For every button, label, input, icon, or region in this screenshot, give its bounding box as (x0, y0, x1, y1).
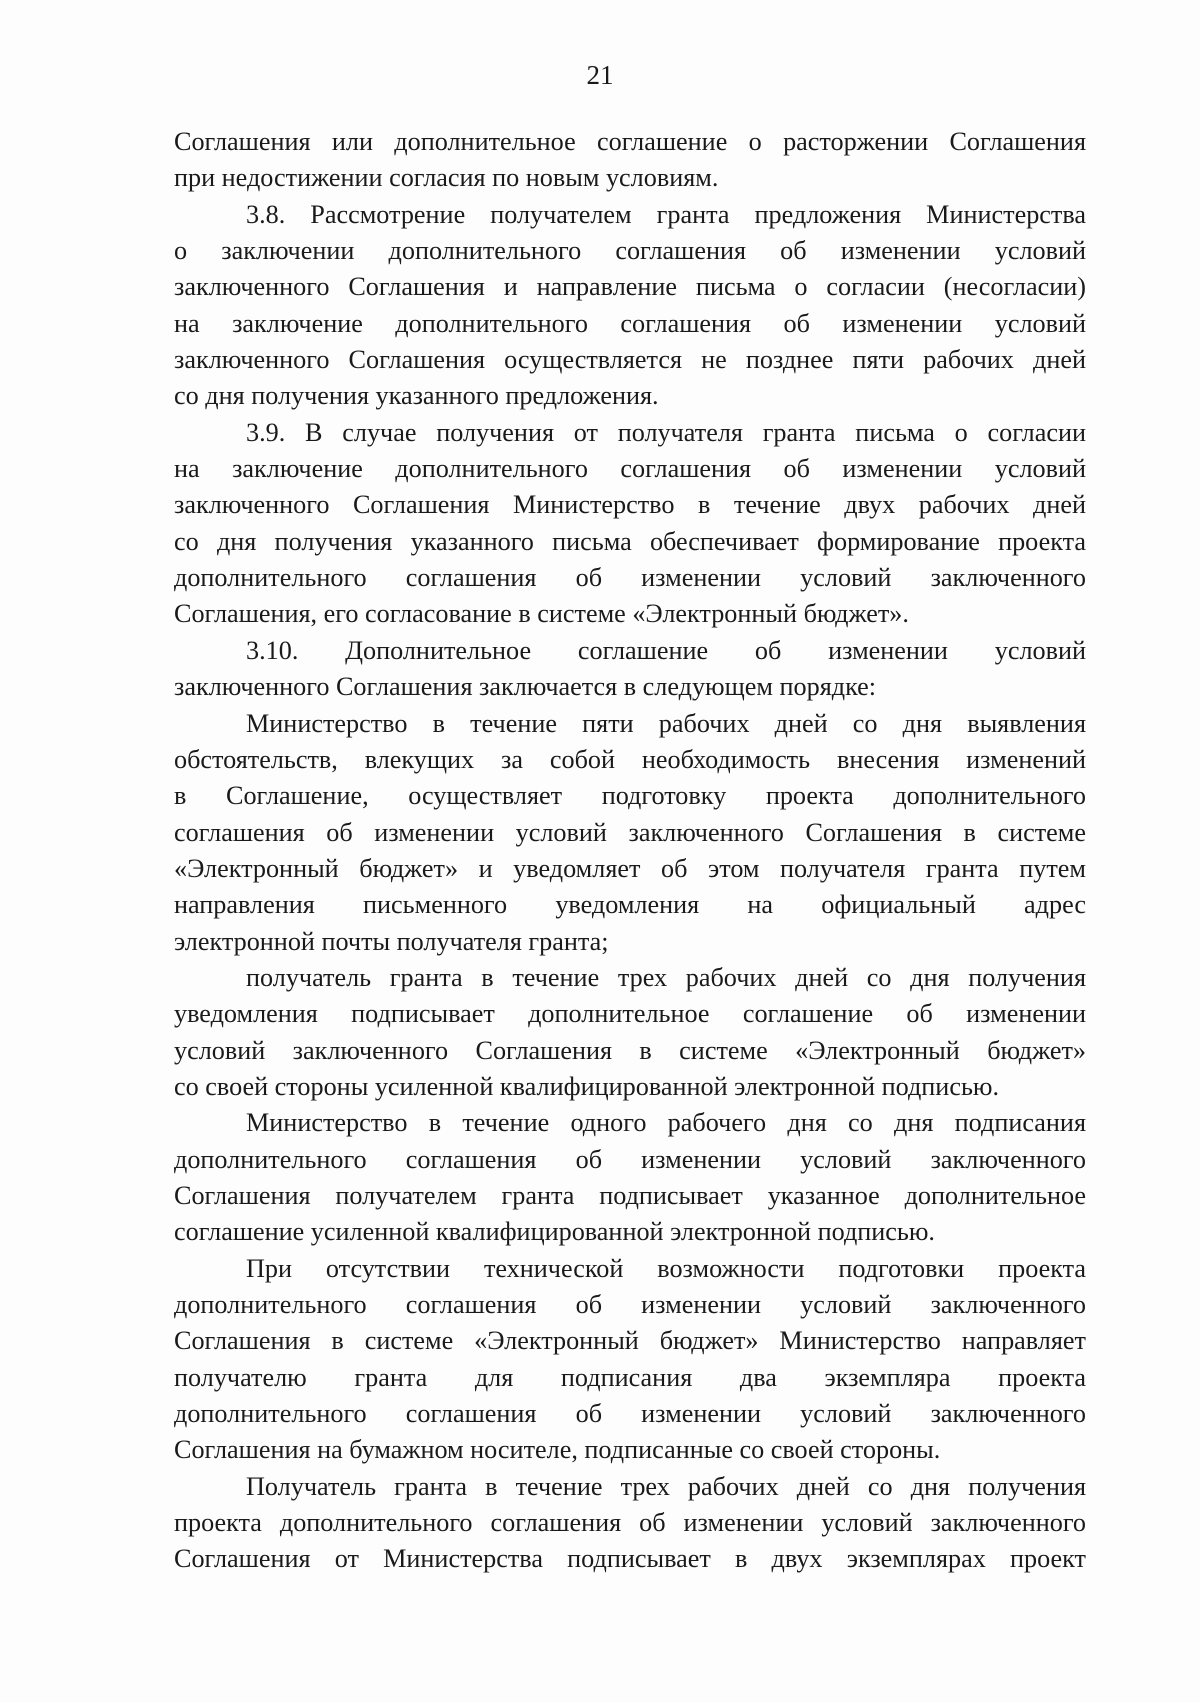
text-line: о заключении дополнительного соглашения об изменении условий (174, 236, 1086, 266)
paragraph (174, 1251, 1086, 1469)
paragraph (174, 124, 1086, 197)
text-line: 3.9. В случае получения от получателя гранта письма о согласии (246, 417, 1086, 447)
text-line: дополнительного соглашения об изменении условий заключенного (174, 563, 1086, 593)
text-line: со своей стороны усиленной квалифицированной электронной подписью. (174, 1071, 999, 1101)
paragraph (174, 415, 1086, 633)
text-line: заключенного Соглашения Министерство в течение двух рабочих дней (174, 490, 1086, 520)
paragraph (174, 633, 1086, 706)
text-line: получателю гранта для подписания два экземпляра проекта (174, 1362, 1086, 1392)
text-line: Соглашения от Министерства подписывает в двух экземплярах проект (174, 1544, 1086, 1574)
text-line: заключенного Соглашения осуществляется не позднее пяти рабочих дней (174, 345, 1086, 375)
paragraph (174, 960, 1086, 1105)
text-line: направления письменного уведомления на официальный адрес (174, 890, 1086, 920)
text-line: соглашение усиленной квалифицированной электронной подписью. (174, 1217, 935, 1247)
text-line: получатель гранта в течение трех рабочих дней со дня получения (246, 962, 1086, 992)
text-line: условий заключенного Соглашения в системе «Электронный бюджет» (174, 1035, 1086, 1065)
text-line: проекта дополнительного соглашения об изменении условий заключенного (174, 1508, 1086, 1538)
text-line: Получатель гранта в течение трех рабочих дней со дня получения (246, 1471, 1086, 1501)
text-line: в Соглашение, осуществляет подготовку проекта дополнительного (174, 781, 1086, 811)
text-line: При отсутствии технической возможности подготовки проекта (246, 1253, 1086, 1283)
text-line: уведомления подписывает дополнительное соглашение об изменении (174, 999, 1086, 1029)
page-number: 21 (586, 60, 614, 90)
text-line: Соглашения на бумажном носителе, подписанные со своей стороны. (174, 1435, 941, 1465)
text-line: Соглашения, его согласование в системе «Электронный бюджет». (174, 599, 909, 629)
text-line: на заключение дополнительного соглашения об изменении условий (174, 454, 1086, 484)
text-line: Соглашения получателем гранта подписывает указанное дополнительное (174, 1180, 1086, 1210)
text-line: «Электронный бюджет» и уведомляет об этом получателя гранта путем (174, 853, 1086, 883)
text-line: со дня получения указанного письма обеспечивает формирование проекта (174, 526, 1086, 556)
text-line: Соглашения или дополнительное соглашение о расторжении Соглашения (174, 127, 1086, 156)
text-line: заключенного Соглашения и направление письма о согласии (несогласии) (174, 272, 1086, 302)
paragraph (174, 1469, 1086, 1578)
paragraph (174, 197, 1086, 415)
text-line: заключенного Соглашения заключается в следующем порядке: (174, 672, 877, 702)
text-line: на заключение дополнительного соглашения об изменении условий (174, 308, 1086, 338)
document-body (174, 124, 1086, 1578)
text-line: электронной почты получателя гранта; (174, 926, 609, 956)
text-line: Министерство в течение одного рабочего дня со дня подписания (246, 1108, 1086, 1138)
text-line: дополнительного соглашения об изменении условий заключенного (174, 1290, 1086, 1319)
text-line: Соглашения в системе «Электронный бюджет» Министерство направляет (174, 1326, 1086, 1356)
text-line: 3.10. Дополнительное соглашение об изменении условий (246, 635, 1086, 665)
text-line: Министерство в течение пяти рабочих дней со дня выявления (246, 708, 1086, 738)
paragraph (174, 706, 1086, 960)
text-line: обстоятельств, влекущих за собой необходимость внесения изменений (174, 744, 1086, 774)
paragraph (174, 1105, 1086, 1250)
text-line: соглашения об изменении условий заключенного Соглашения в системе (174, 817, 1086, 847)
text-line: со дня получения указанного предложения. (174, 381, 659, 411)
text-line: 3.8. Рассмотрение получателем гранта предложения Министерства (246, 199, 1086, 229)
text-line: дополнительного соглашения об изменении условий заключенного (174, 1399, 1086, 1429)
text-line: при недостижении согласия по новым условиям. (174, 163, 719, 193)
text-line: дополнительного соглашения об изменении условий заключенного (174, 1144, 1086, 1174)
